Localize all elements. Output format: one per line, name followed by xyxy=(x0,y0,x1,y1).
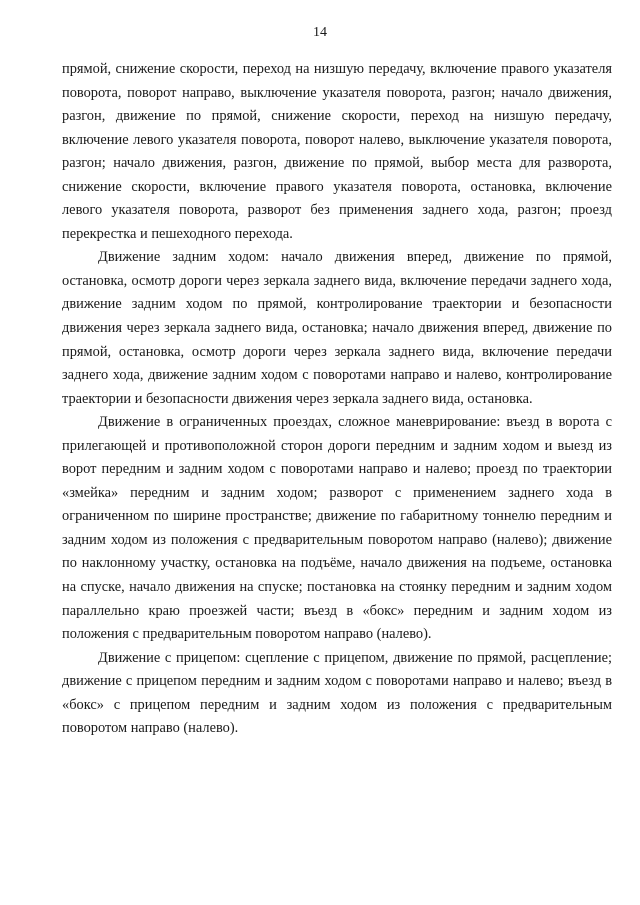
paragraph-restricted-passages: Движение в ограниченных проездах, сложное маневрирование: въезд в ворота с прилегающей и противоположной сторон дороги передним и задним ходом и выезд из ворот передним и задним ходом с поворотами направо и налево; проезд по траектории «змейка» передним и задним ходом; разворот с применением заднего хода в ограниченном по ширине пространстве; движение по габаритному тоннелю передним и задним ходом из положения с предварительным поворотом направо (налево); движение по наклонному участку, остановка на подъёме, начало движения на подъеме, остановка на спуске, начало движения на спуске; постановка на стоянку передним и задним ходом параллельно краю проезжей части; въезд в «бокс» передним и задним ходом из положения с предварительным поворотом направо (налево). xyxy=(62,414,612,643)
paragraph-reverse-driving: Движение задним ходом: начало движения вперед, движение по прямой, остановка, осмотр дороги через зеркала заднего вида, включение передачи заднего хода, движение задним ходом по прямой, контролирование траектории и безопасности движения через зеркала заднего вида, остановка; начало движения вперед, движение по прямой, остановка, осмотр дороги через зеркала заднего вида, включение передачи заднего хода, движение задним ходом с поворотами направо и налево, контролирование траектории и безопасности движения через зеркала заднего вида, остановка. xyxy=(62,249,612,407)
document-body xyxy=(62,58,612,741)
page-number: 14 xyxy=(313,25,327,40)
paragraph-maneuvers-continued: прямой, снижение скорости, переход на низшую передачу, включение правого указателя поворота, поворот направо, выключение указателя поворота, разгон; начало движения, разгон, движение по прямой, снижение скорости, переход на низшую передачу, включение левого указателя поворота, поворот налево, выключение указателя поворота, разгон; начало движения, разгон, движение по прямой, выбор места для разворота, снижение скорости, включение правого указателя поворота, остановка, включение левого указателя поворота, разворот без применения заднего хода, разгон; проезд перекрестка и пешеходного перехода. xyxy=(62,61,612,242)
paragraph-trailer-driving: Движение с прицепом: сцепление с прицепом, движение по прямой, расцепление; движение с прицепом передним и задним ходом с поворотами направо и налево; въезд в «бокс» с прицепом передним и задним ходом из положения с предварительным поворотом направо (налево). xyxy=(62,649,612,737)
